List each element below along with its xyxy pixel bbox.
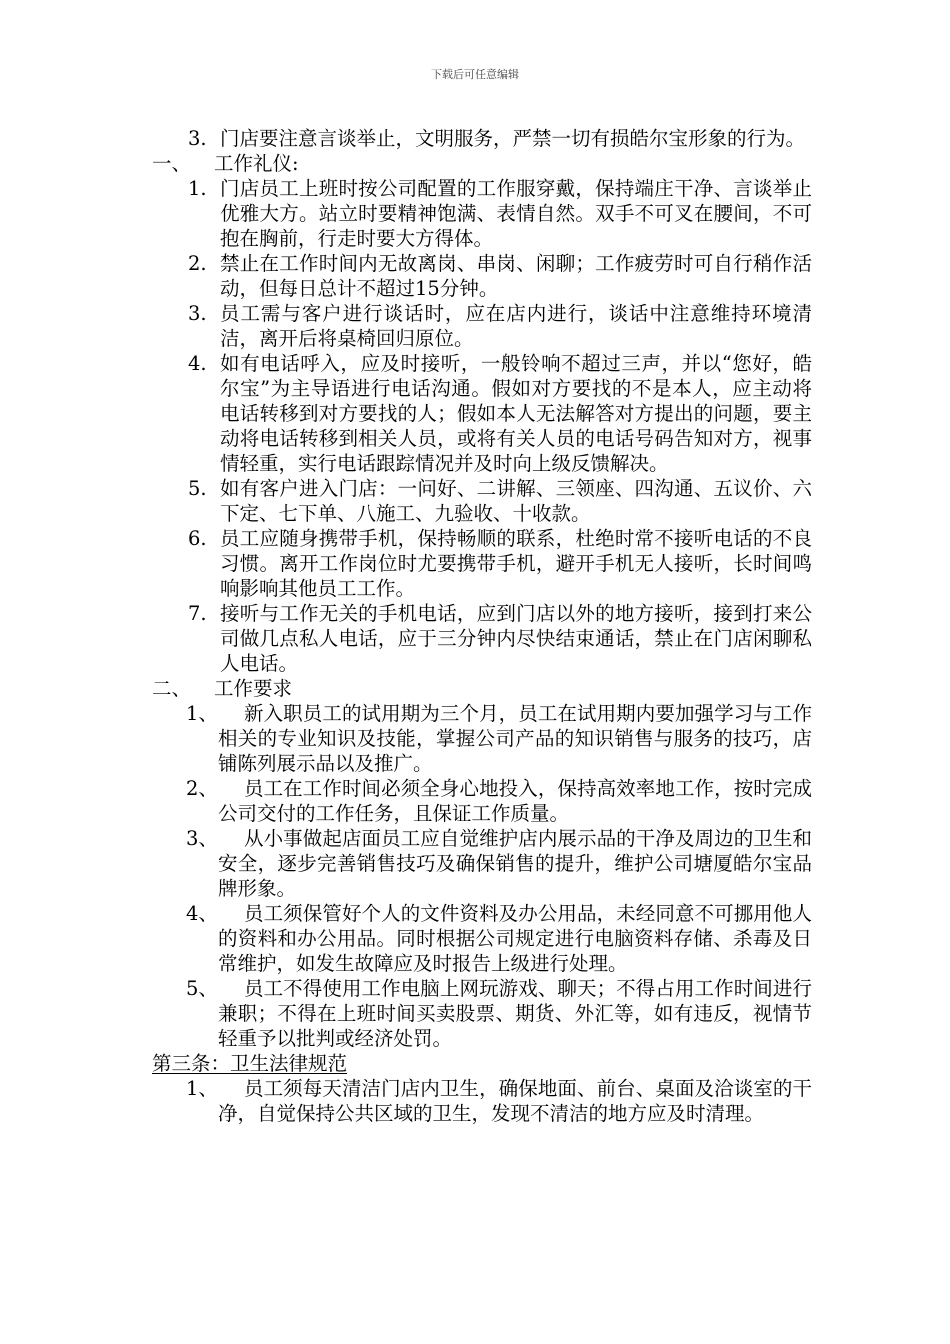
list-item: [152, 601, 812, 676]
list-item: [152, 701, 812, 776]
document-body: [152, 126, 812, 1126]
item-text: 如有客户进入门店：一问好、二讲解、三领座、四沟通、五议价、六下定、七下单、八施工、九验收、十收款。: [220, 477, 812, 525]
item-number: 6.: [188, 527, 207, 550]
item-text: 禁止在工作时间内无故离岗、串岗、闲聊；工作疲劳时可自行稍作活动，但每日总计不超过15分钟。: [220, 252, 812, 300]
item-number: 4、: [186, 902, 218, 925]
article-title: 第三条：卫生法律规范: [152, 1052, 348, 1075]
list-item: [152, 1076, 812, 1126]
page-header: 下载后可任意编辑: [431, 68, 519, 81]
section-title: 工作礼仪:: [214, 152, 299, 175]
item-number: 1.: [188, 177, 207, 200]
article-heading: [152, 1051, 812, 1076]
list-item: [152, 476, 812, 526]
section-number: 二、: [152, 677, 192, 700]
section-heading-etiquette: [152, 151, 812, 176]
list-item: [152, 526, 812, 601]
list-item: [152, 901, 812, 976]
item-text: 门店员工上班时按公司配置的工作服穿戴，保持端庄干净、言谈举止优雅大方。站立时要精神饱满、表情自然。双手不可叉在腰间，不可抱在胸前，行走时要大方得体。: [220, 177, 812, 250]
item-text: 从小事做起店面员工应自觉维护店内展示品的干净及周边的卫生和安全，逐步完善销售技巧及确保销售的提升，维护公司塘厦皓尔宝品牌形象。: [218, 827, 812, 900]
section-title: 工作要求: [214, 677, 293, 700]
list-item: [152, 976, 812, 1051]
item-number: 5、: [186, 977, 218, 1000]
item-number: 2、: [186, 777, 218, 800]
item-text: 员工应随身携带手机，保持畅顺的联系，杜绝时常不接听电话的不良习惯。离开工作岗位时尤要携带手机，避开手机无人接听，长时间鸣响影响其他员工工作。: [220, 527, 812, 600]
item-number: 5.: [188, 477, 207, 500]
item-text: 新入职员工的试用期为三个月，员工在试用期内要加强学习与工作相关的专业知识及技能，掌握公司产品的知识销售与服务的技巧，店铺陈列展示品以及推广。: [218, 702, 812, 775]
item-text: 员工在工作时间必须全身心地投入，保持高效率地工作，按时完成公司交付的工作任务，且保证工作质量。: [218, 777, 812, 825]
list-item: [152, 776, 812, 826]
list-item: [152, 301, 812, 351]
list-item: [152, 251, 812, 301]
item-number: 1、: [186, 1077, 218, 1100]
item-text: 接听与工作无关的手机电话，应到门店以外的地方接听，接到打来公司做几点私人电话，应于三分钟内尽快结束通话，禁止在门店闲聊私人电话。: [220, 602, 812, 675]
item-text: 员工需与客户进行谈话时，应在店内进行，谈话中注意维持环境清洁，离开后将桌椅回归原位。: [220, 302, 812, 350]
list-item: [152, 176, 812, 251]
item-number: 3、: [186, 827, 218, 850]
section-number: 一、: [152, 152, 192, 175]
item-number: 3.: [188, 302, 207, 325]
item-number: 2.: [188, 252, 207, 275]
item-text: 员工不得使用工作电脑上网玩游戏、聊天；不得占用工作时间进行兼职；不得在上班时间买卖股票、期货、外汇等，如有违反，视情节轻重予以批判或经济处罚。: [218, 977, 812, 1050]
item-text: 门店要注意言谈举止，文明服务，严禁一切有损皓尔宝形象的行为。: [220, 127, 806, 150]
item-text: 员工须保管好个人的文件资料及办公用品，未经同意不可挪用他人的资料和办公用品。同时根据公司规定进行电脑资料存储、杀毒及日常维护，如发生故障应及时报告上级进行处理。: [218, 902, 812, 975]
item-text: 如有电话呼入，应及时接听，一般铃响不超过三声，并以“您好，皓尔宝”为主导语进行电话沟通。假如对方要找的不是本人，应主动将电话转移到对方要找的人；假如本人无法解答对方提出的问题，要主动将电话转移到相关人员，或将有关人员的电话号码告知对方，视事情轻重，实行电话跟踪情况并及时向上级反馈解决。: [220, 352, 812, 475]
item-number: 4.: [188, 352, 207, 375]
list-item: [152, 126, 812, 151]
section-heading-requirements: [152, 676, 812, 701]
list-item: [152, 826, 812, 901]
item-number: 1、: [186, 702, 218, 725]
item-number: 3.: [188, 127, 207, 150]
list-item: [152, 351, 812, 476]
item-number: 7.: [188, 602, 207, 625]
item-text: 员工须每天清洁门店内卫生，确保地面、前台、桌面及洽谈室的干净，自觉保持公共区域的卫生，发现不清洁的地方应及时清理。: [218, 1077, 812, 1125]
